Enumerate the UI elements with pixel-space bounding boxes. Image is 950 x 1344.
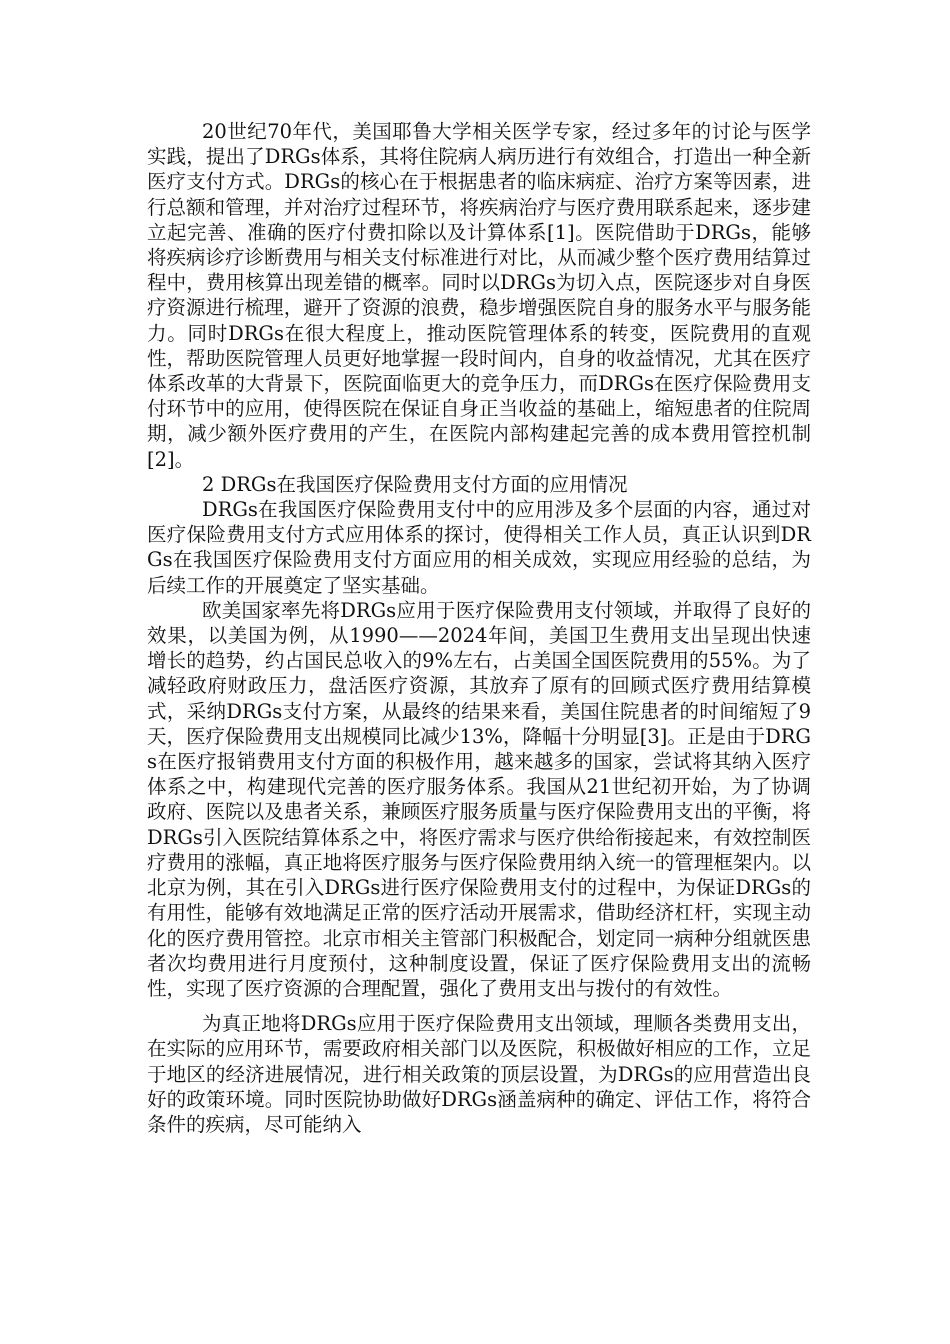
- paragraph-drgs-origin: 20世纪70年代，美国耶鲁大学相关医学专家，经过多年的讨论与医学实践，提出了DRGs体系，其将住院病人病历进行有效组合，打造出一种全新医疗支付方式。DRGs的核心在于根据患者的临床病症、治疗方案等因素，进行总额和管理，并对治疗过程环节，将疾病治疗与医疗费用联系起来，逐步建立起完善、准确的医疗付费扣除以及计算体系[1]。医院借助于DRGs，能够将疾病诊疗诊断费用与相关支付标准进行对比，从而减少整个医疗费用结算过程中，费用核算出现差错的概率。同时以DRGs为切入点，医院逐步对自身医疗资源进行梳理，避开了资源的浪费，稳步增强医院自身的服务水平与服务能力。同时DRGs在很大程度上，推动医院管理体系的转变，医院费用的直观性，帮助医院管理人员更好地掌握一段时间内，自身的收益情况，尤其在医疗体系改革的大背景下，医院面临更大的竞争压力，而DRGs在医疗保险费用支付环节中的应用，使得医院在保证自身正当收益的基础上，缩短患者的住院周期，减少额外医疗费用的产生，在医院内部构建起完善的成本费用管控机制[2]。: [147, 120, 811, 471]
- paragraph-drgs-policy-environment: 为真正地将DRGs应用于医疗保险费用支出领域，理顺各类费用支出，在实际的应用环节，需要政府相关部门以及医院，积极做好相应的工作，立足于地区的经济进展情况，进行相关政策的顶层设置，为DRGs的应用营造出良好的政策环境。同时医院协助做好DRGs涵盖病种的确定、评估工作，将符合条件的疾病，尽可能纳入: [147, 1012, 811, 1136]
- paragraph-drgs-international-and-beijing: 欧美国家率先将DRGs应用于医疗保险费用支付领域，并取得了良好的效果，以美国为例，从1990——2024年间，美国卫生费用支出呈现出快速增长的趋势，约占国民总收入的9%左右，占美国全国医院费用的55%。为了减轻政府财政压力，盘活医疗资源，其放弃了原有的回顾式医疗费用结算模式，采纳DRGs支付方案，从最终的结果来看，美国住院患者的时间缩短了9天，医疗保险费用支出规模同比减少13%，降幅十分明显[3]。正是由于DRGs在医疗报销费用支付方面的积极作用，越来越多的国家，尝试将其纳入医疗体系之中，构建现代完善的医疗服务体系。我国从21世纪初开始，为了协调政府、医院以及患者关系，兼顾医疗服务质量与医疗保险费用支出的平衡，将DRGs引入医院结算体系之中，将医疗需求与医疗供给衔接起来，有效控制医疗费用的涨幅，真正地将医疗服务与医疗保险费用纳入统一的管理框架内。以北京为例，其在引入DRGs进行医疗保险费用支付的过程中，为保证DRGs的有用性，能够有效地满足正常的医疗活动开展需求，借助经济杠杆，实现主动化的医疗费用管控。北京市相关主管部门积极配合，划定同一病种分组就医患者次均费用进行月度预付，这种制度设置，保证了医疗保险费用支出的流畅性，实现了医疗资源的合理配置，强化了费用支出与拨付的有效性。: [147, 598, 811, 1000]
- paragraph-drgs-application-overview: DRGs在我国医疗保险费用支付中的应用涉及多个层面的内容，通过对医疗保险费用支付方式应用体系的探讨，使得相关工作人员，真正认识到DRGs在我国医疗保险费用支付方面应用的相关成效，实现应用经验的总结，为后续工作的开展奠定了坚实基础。: [147, 498, 811, 597]
- section-heading: 2 DRGs在我国医疗保险费用支付方面的应用情况: [202, 472, 628, 496]
- document-page: [147, 119, 811, 1137]
